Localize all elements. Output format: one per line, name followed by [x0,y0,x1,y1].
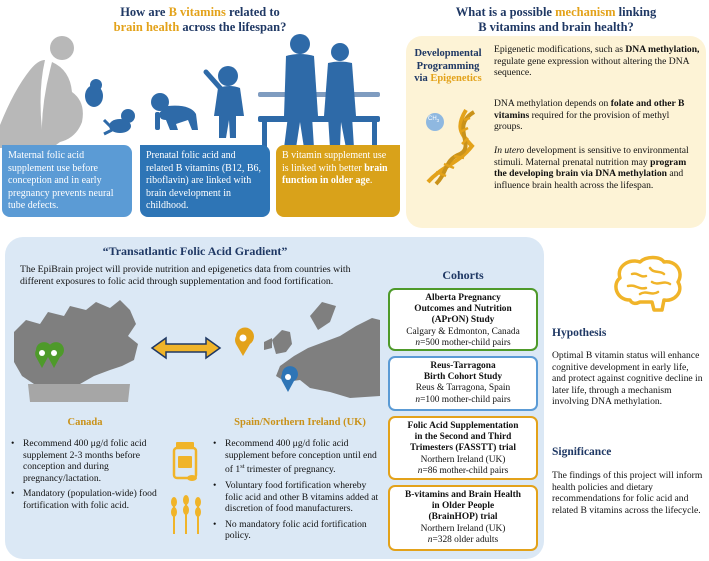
list-item: • Recommend 400 μg/d folic acid supplement before conception until end of 1st trimester of pregnancy. [212,438,384,476]
cohorts-heading: Cohorts [442,268,484,282]
lifespan-illustration [0,30,400,150]
older-age-box: B vitamin supplement use is linked with better brain function in older age. [276,145,400,217]
epigenetics-label: Developmental Programming via Epigenetics [414,48,482,84]
list-item: • Voluntary food fortification whereby folic acid and other B vitamins added at discretion of food manufacturers. [212,480,384,515]
significance-text: The findings of this project will inform health policies and dietary recommendations for folic acid and related B vitamins across the lifecycle. [552,470,703,516]
crawling-baby-icon [151,93,198,130]
wheat-icon [166,492,206,536]
newborn-icon [104,109,135,134]
canada-bullets [10,438,160,516]
canada-map-icon [14,300,138,402]
toddler-icon [206,66,244,138]
left-title: How are B vitamins related to brain health across the lifespan? [113,5,287,34]
gradient-title: “Transatlantic Folic Acid Gradient” [102,244,288,258]
fetus-icon [85,79,103,107]
right-title: What is a possible mechanism linking B vitamins and brain health? [455,5,657,34]
spain-pin-icon [281,366,298,392]
europe-map-icon [264,302,380,398]
hypothesis-text: Optimal B vitamin status will enhance cognitive development in early life, and protect against cognitive decline in later life, through a mechanism involving DNA methylation. [552,350,703,408]
double-arrow-icon [152,338,220,358]
brain-icon [610,254,686,318]
mechanism-paragraph-3: In utero development is sensitive to environmental stimuli. Maternal prenatal nutrition may program the developing brain via DNA methylation and influence brain health across the lifespan. [494,145,689,191]
uk-heading: Spain/Northern Ireland (UK) [234,417,366,428]
cohort-fasstt: Folic Acid Supplementation in the Second and Third Trimesters (FASSTT) trial Northern Ireland (UK) n=86 mother-child pairs [388,416,538,480]
hypothesis-heading: Hypothesis [552,327,607,339]
cohort-brainhop: B-vitamins and Brain Health in Older People (BrainHOP) trial Northern Ireland (UK) n=328 older adults [388,485,538,551]
canada-heading: Canada [67,417,103,428]
significance-heading: Significance [552,446,612,458]
transatlantic-map [10,296,380,406]
supplement-bottle-icon [170,440,200,484]
mechanism-paragraph-2: DNA methylation depends on folate and other B vitamins required for the provision of methyl groups. [494,98,685,133]
northern-ireland-pin-icon [235,328,254,356]
gradient-intro: The EpiBrain project will provide nutrition and epigenetics data from countries with different exposures to folic acid through supplementation and food fortification. [20,264,351,287]
ch3-label: $CH_3$ [428,116,440,124]
uk-bullets [212,438,384,546]
cohort-alberta: Alberta Pregnancy Outcomes and Nutrition (APrON) Study Calgary & Edmonton, Canada n=500 mother-child pairs [388,288,538,351]
prenatal-box: Prenatal folic acid and related B vitamins (B12, B6, riboflavin) are linked with brain development in childhood. [140,145,270,217]
list-item: • No mandatory folic acid fortification policy. [212,519,384,542]
maternal-box: Maternal folic acid supplement use before conception and in early pregnancy prevents neural tube defects. [2,145,132,217]
pregnant-mother-icon [0,36,83,148]
mechanism-paragraph-1: Epigenetic modifications, such as DNA methylation, regulate gene expression without altering the DNA sequence. [494,44,700,79]
cohort-reus: Reus-Tarragona Birth Cohort Study Reus & Tarragona, Spain n=100 mother-child pairs [388,356,538,411]
list-item: • Recommend 400 μg/d folic acid supplement 2-3 months before conception and during pregnancy/lactation. [10,438,160,484]
elderly-couple-icon [258,34,380,148]
list-item: • Mandatory (population-wide) food fortification with folic acid. [10,488,160,511]
